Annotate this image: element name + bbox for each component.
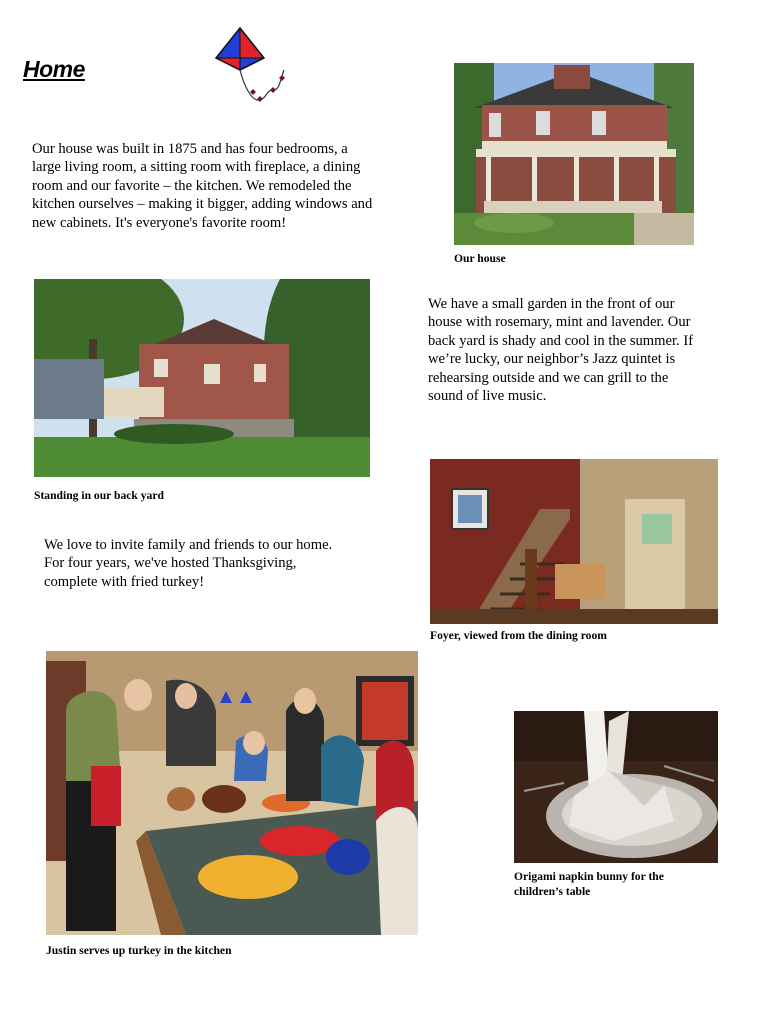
intro-text: Our house was built in 1875 and has four bedrooms, a large living room, a sitting room with fireplace, a dining room and our favorite – the kitchen. We remodeled the kitchen ourselves – making it bigger, adding windows and new cabinets. It's everyone's favorite room! <box>32 141 373 231</box>
kitchen-caption: Justin serves up turkey in the kitchen <box>46 944 232 957</box>
foyer-photo <box>430 459 718 624</box>
napkin-caption: Origami napkin bunny for the children’s table <box>514 870 664 898</box>
foyer-caption: Foyer, viewed from the dining room <box>430 629 607 642</box>
page-title: Home <box>23 56 85 82</box>
friends-text: We love to invite family and friends to our home. For four years, we've hosted Thanksgiving, complete with fried turkey! <box>44 537 333 590</box>
house-photo <box>454 63 694 245</box>
backyard-caption: Standing in our back yard <box>34 489 164 502</box>
kite-icon <box>212 26 290 108</box>
house-caption: Our house <box>454 252 506 265</box>
kitchen-photo <box>46 651 418 935</box>
napkin-photo <box>514 711 718 863</box>
garden-text: We have a small garden in the front of our house with rosemary, mint and lavender. Our back yard is shady and cool in the summer. If we’re lucky, our neighbor’s Jazz quintet is rehearsing outside and we can grill to the sound of live music. <box>428 296 694 405</box>
backyard-photo <box>34 279 370 477</box>
